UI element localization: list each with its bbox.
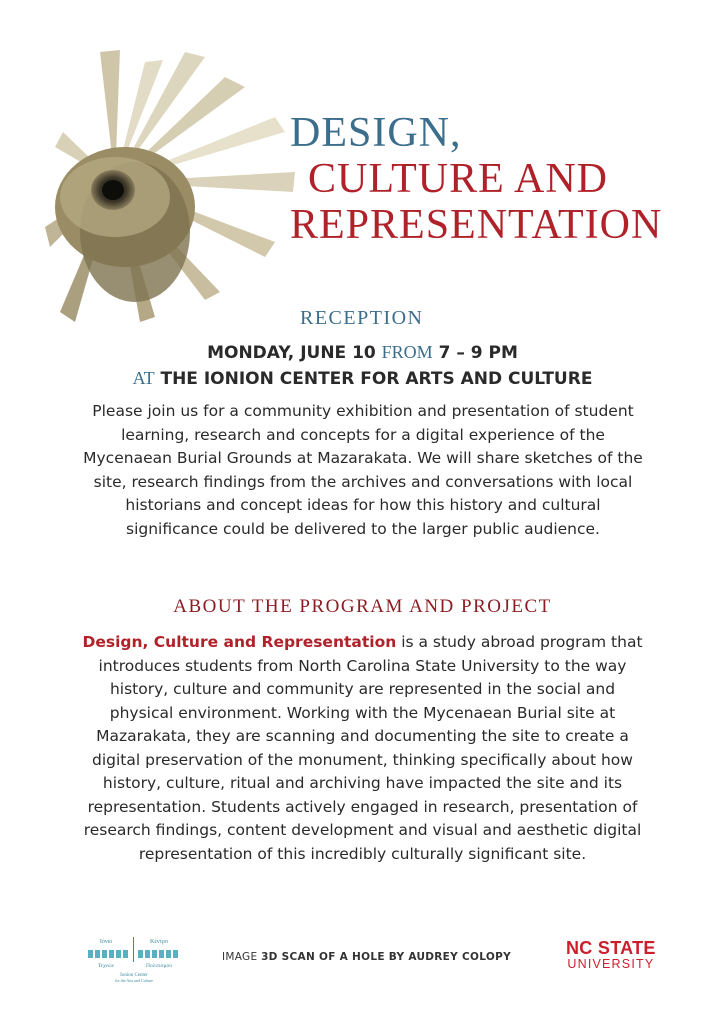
page-title bbox=[290, 112, 662, 246]
about-text: is a study abroad program that introduces students from North Carolina State University to the way history, culture and community are represented in the social and physical environment. Working with the Mycenaean Burial site at Mazarakata, they are scanning and documenting the site to create a digital preservation of the monument, thinking specifically about how history, culture, ritual and archiving have impacted the site and its representation. Students actively engaged in research, presentation of research findings, content development and visual and aesthetic digital representation of this incredibly culturally significant site. bbox=[83, 633, 643, 863]
event-time: 7 – 9 PM bbox=[438, 343, 518, 363]
ionion-greek-left-1: Ιόνιο bbox=[99, 939, 113, 945]
about-heading: ABOUT THE PROGRAM AND PROJECT bbox=[173, 596, 552, 617]
ncstate-line1: NC STATE bbox=[566, 938, 656, 958]
hole-scan-image bbox=[45, 32, 310, 332]
about-paragraph bbox=[80, 631, 645, 866]
reception-heading: RECEPTION bbox=[300, 307, 424, 329]
ionion-english-1: Ionion Center bbox=[120, 973, 148, 978]
ncstate-logo bbox=[566, 938, 656, 971]
ionion-center-logo bbox=[84, 936, 184, 986]
title-line-representation: REPRESENTATION bbox=[290, 202, 663, 248]
title-line-design: DESIGN, bbox=[290, 110, 462, 156]
credit-label: IMAGE bbox=[222, 951, 258, 963]
event-at: AT bbox=[132, 368, 155, 388]
event-from: FROM bbox=[381, 342, 433, 362]
image-credit bbox=[222, 951, 511, 963]
program-name-highlight: Design, Culture and Representation bbox=[82, 633, 397, 651]
title-line-culture: CULTURE AND bbox=[308, 156, 608, 202]
ionion-greek-left-2: Τεχνών bbox=[97, 963, 115, 969]
ionion-greek-right-2: Πολιτισμού bbox=[146, 963, 172, 969]
event-day: MONDAY, JUNE 10 bbox=[207, 343, 376, 363]
event-date-time bbox=[0, 342, 725, 363]
credit-text: 3D SCAN OF A HOLE BY AUDREY COLOPY bbox=[261, 951, 511, 963]
ncstate-line2: UNIVERSITY bbox=[567, 957, 655, 971]
event-venue-line bbox=[0, 368, 725, 389]
event-venue: THE IONION CENTER FOR ARTS AND CULTURE bbox=[160, 369, 593, 389]
ionion-greek-right-1: Κέντρο bbox=[150, 939, 168, 945]
ionion-english-2: for the Arts and Culture bbox=[115, 978, 153, 983]
intro-paragraph: Please join us for a community exhibition and presentation of student learning, research and concepts for a digital experience of the Mycenaean Burial Grounds at Mazarakata. We will share sketches of the site, research findings from the archives and conversations with local historians and concept ideas for how this history and cultural significance could be delivered to the larger public audience. bbox=[83, 402, 643, 538]
